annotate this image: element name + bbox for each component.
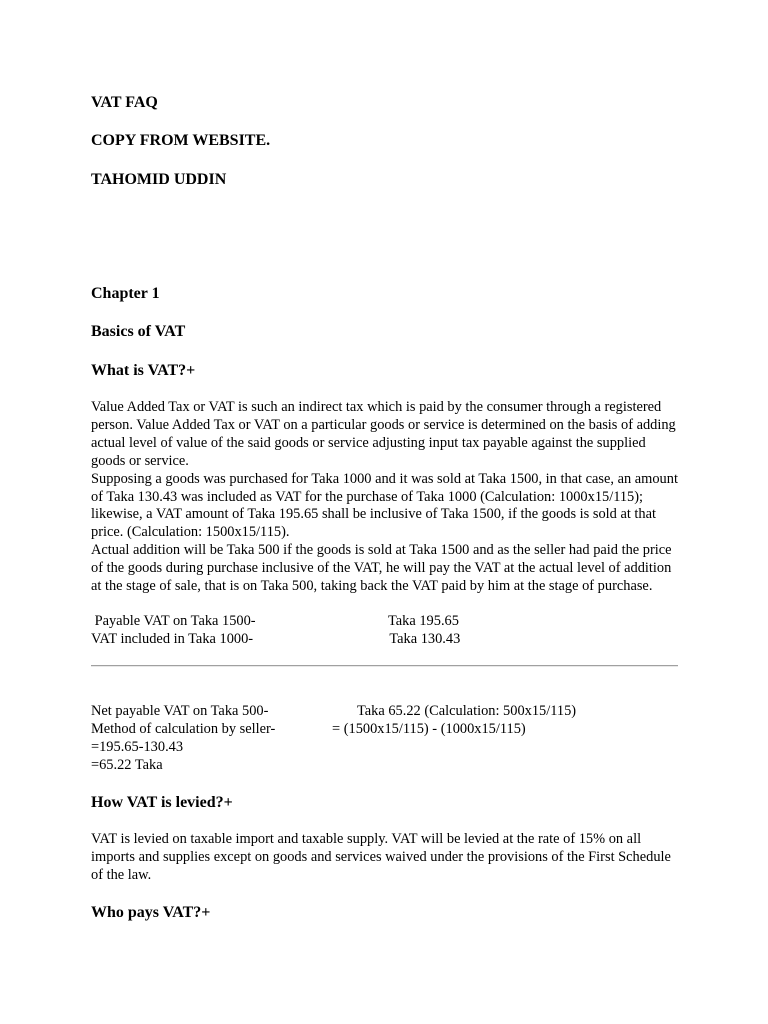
net-vat-row — [91, 739, 183, 757]
horizontal-divider — [91, 665, 678, 667]
row-value: Taka 130.43 — [386, 631, 461, 647]
source-note: COPY FROM WEBSITE. — [91, 132, 271, 149]
author-name: TAHOMID UDDIN — [91, 171, 227, 188]
section-heading-what-is-vat: What is VAT?+ — [91, 362, 196, 379]
chapter-title: Basics of VAT — [91, 323, 186, 340]
net-vat-row — [91, 703, 577, 721]
row-label: Net payable VAT on Taka 500- — [91, 703, 269, 719]
how-vat-is-levied-body — [91, 831, 683, 885]
what-is-vat-body — [91, 399, 683, 596]
row-label: Payable VAT on Taka 1500- — [91, 613, 256, 629]
row-value: = (1500x15/115) - (1000x15/115) — [332, 721, 526, 737]
section-heading-how-vat-is-levied: How VAT is levied?+ — [91, 794, 233, 811]
document-title: VAT FAQ — [91, 94, 158, 111]
row-value: Taka 195.65 — [388, 613, 459, 629]
row-label: =195.65-130.43 — [91, 739, 184, 755]
net-vat-row — [91, 757, 163, 775]
vat-table-row — [91, 631, 461, 649]
section-heading-who-pays-vat: Who pays VAT?+ — [91, 904, 211, 921]
paragraph: Value Added Tax or VAT is such an indirect tax which is paid by the consumer through a registered person. Value Added Tax or VAT on a particular goods or service is determined on the basis of adding actual level of value of the said goods or service adjusting input tax payable against the supplied goods or service. — [91, 399, 676, 469]
paragraph: Supposing a goods was purchased for Taka 1000 and it was sold at Taka 1500, in that case, an amount of Taka 130.43 was included as VAT for the purchase of Taka 1000 (Calculation: 1000x15/115); likewise, a VAT amount of Taka 195.65 shall be inclusive of Taka 1500, if the goods is sold at that price. (Calculation: 1500x15/115). — [91, 470, 678, 541]
row-value: Taka 65.22 (Calculation: 500x15/115) — [357, 703, 577, 719]
vat-table-row — [91, 613, 459, 631]
row-label: VAT included in Taka 1000- — [91, 631, 254, 647]
paragraph: Actual addition will be Taka 500 if the goods is sold at Taka 1500 and as the seller had paid the price of the goods during purchase inclusive of the VAT, he will pay the VAT at the actual level of addition at the stage of sale, that is on Taka 500, taking back the VAT paid by him at the stage of purchase. — [91, 542, 672, 595]
row-label: Method of calculation by seller- — [91, 721, 276, 737]
paragraph: VAT is levied on taxable import and taxable supply. VAT will be levied at the rate of 15% on all imports and supplies except on goods and services waived under the provisions of the First Schedule of the law. — [91, 831, 671, 883]
row-label: =65.22 Taka — [91, 757, 163, 773]
chapter-label: Chapter 1 — [91, 285, 160, 302]
net-vat-row — [91, 721, 526, 739]
